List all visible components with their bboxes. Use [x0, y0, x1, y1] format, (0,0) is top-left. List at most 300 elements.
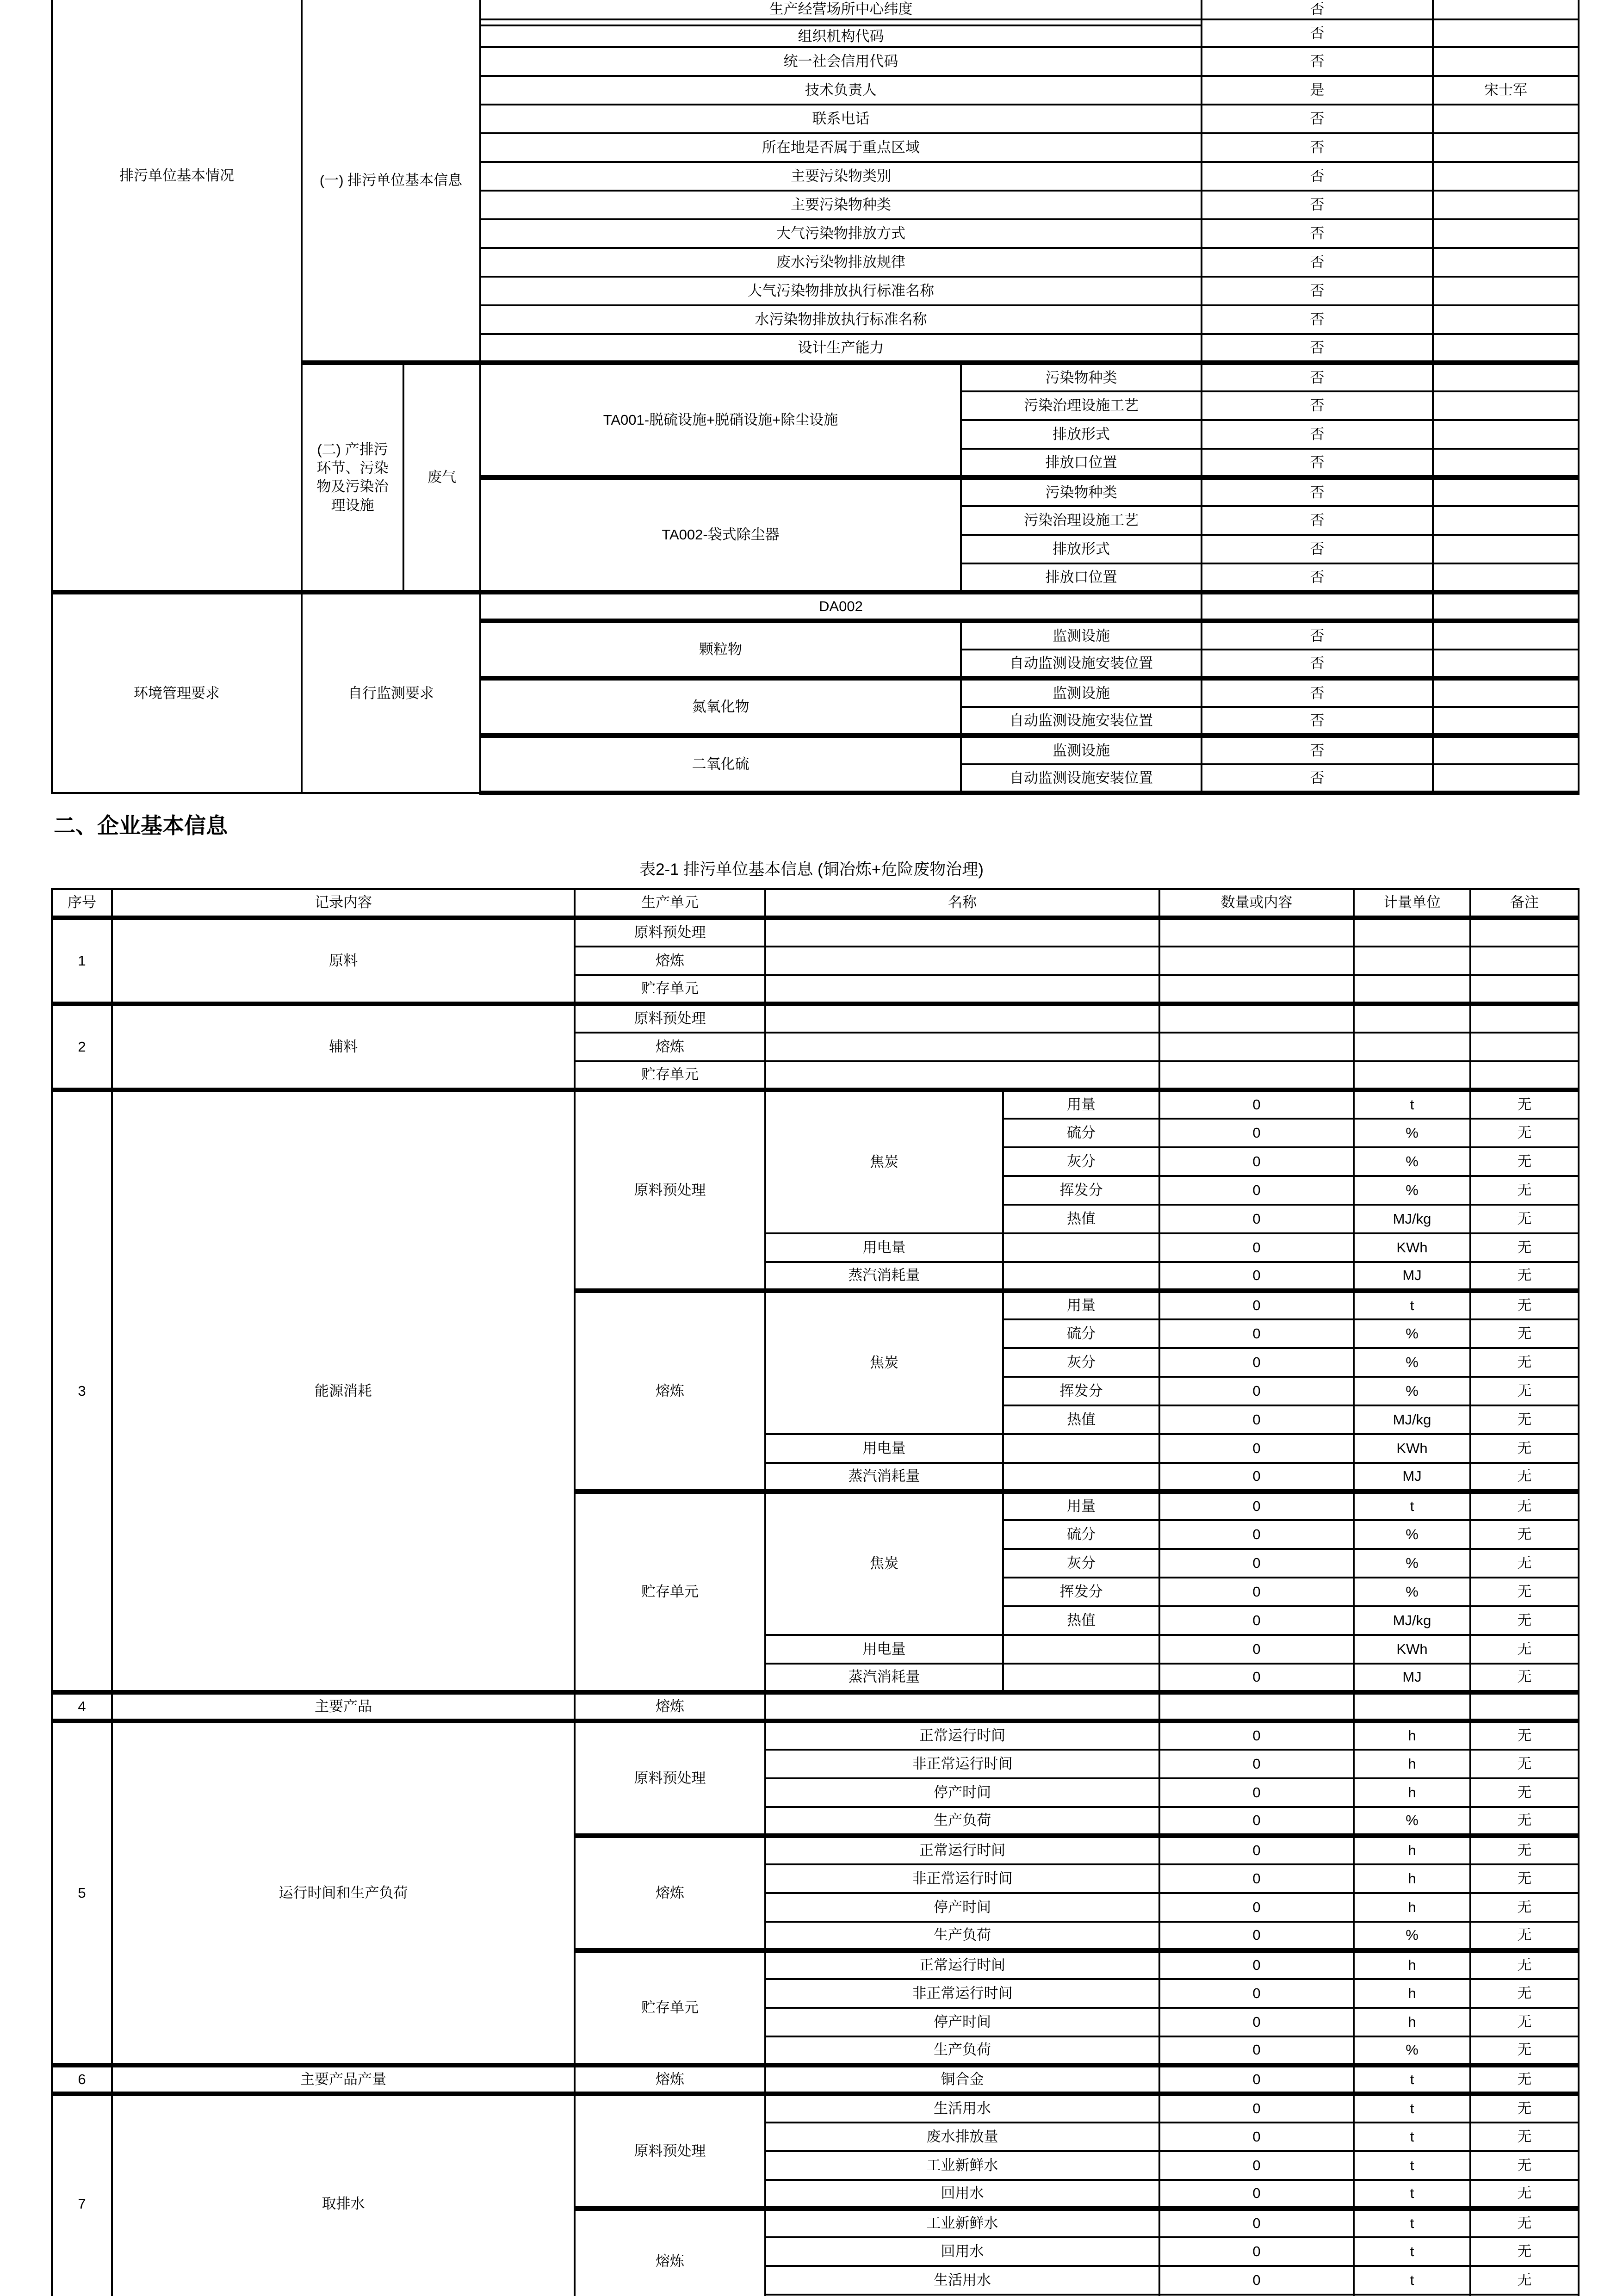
remark-cell: [1433, 277, 1579, 305]
unit-cell: 熔炼: [575, 1033, 765, 1061]
value-cell: 否: [1202, 391, 1433, 420]
name-cell: 热值: [1003, 1606, 1159, 1635]
value-cell: 否: [1202, 506, 1433, 535]
row-label-cell: 污染治理设施工艺: [961, 391, 1202, 420]
qty-cell: [1159, 975, 1354, 1004]
row-label-cell: 排放口位置: [961, 563, 1202, 592]
value-cell: 否: [1202, 678, 1433, 707]
row-label-cell: 监测设施: [961, 621, 1202, 650]
name-cell: [765, 918, 1159, 947]
remark-cell: 无: [1470, 2151, 1579, 2180]
header-remark: 备注: [1470, 889, 1579, 918]
qty-cell: 0: [1159, 1463, 1354, 1491]
remark-cell: [1433, 19, 1579, 47]
measure-cell: t: [1354, 2266, 1470, 2295]
measure-cell: MJ: [1354, 1664, 1470, 1692]
remark-cell: [1433, 650, 1579, 678]
value-cell: 否: [1202, 449, 1433, 477]
measure-cell: %: [1354, 1348, 1470, 1377]
remark-cell: [1433, 133, 1579, 162]
remark-cell: [1433, 764, 1579, 793]
qty-cell: 0: [1159, 1664, 1354, 1692]
name-cell: 非正常运行时间: [765, 1864, 1159, 1893]
name-cell: 回用水: [765, 2180, 1159, 2209]
pollutant-label-cell: 氮氧化物: [480, 678, 961, 736]
measure-cell: MJ: [1354, 1463, 1470, 1491]
serial-cell: 3: [52, 1090, 112, 1692]
subsection-label-basic-info: (一) 排污单位基本信息: [302, 0, 480, 363]
value-cell: 否: [1202, 650, 1433, 678]
header-record-content: 记录内容: [112, 889, 575, 918]
measure-cell: %: [1354, 1520, 1470, 1549]
pollutant-label-cell: 二氧化硫: [480, 736, 961, 793]
name-cell: 生产负荷: [765, 1922, 1159, 1950]
name-cell: 蒸汽消耗量: [765, 1463, 1003, 1491]
qty-cell: 0: [1159, 1291, 1354, 1319]
permit-overview-table: [51, 0, 1580, 795]
qty-cell: 0: [1159, 2209, 1354, 2237]
name-cell: 用量: [1003, 1491, 1159, 1520]
serial-cell: 5: [52, 1721, 112, 2065]
remark-cell: 无: [1470, 1377, 1579, 1405]
measure-cell: [1354, 947, 1470, 975]
remark-cell: [1433, 449, 1579, 477]
name-cell: 非正常运行时间: [765, 1750, 1159, 1778]
section-label-basic-situation: [52, 0, 302, 592]
remark-cell: [1433, 477, 1579, 506]
remark-cell: 无: [1470, 2036, 1579, 2065]
unit-cell: 原料预处理: [575, 1090, 765, 1291]
row-label-cell: 所在地是否属于重点区域: [480, 133, 1202, 162]
table2-title: 表2-1 排污单位基本信息 (铜冶炼+危险废物治理): [639, 860, 984, 879]
qty-cell: [1159, 947, 1354, 975]
measure-cell: %: [1354, 1922, 1470, 1950]
remark-cell: [1433, 363, 1579, 391]
remark-cell: 无: [1470, 1778, 1579, 1807]
measure-cell: t: [1354, 2094, 1470, 2123]
row-label-cell: 排放形式: [961, 420, 1202, 449]
serial-cell: 2: [52, 1004, 112, 1090]
name-cell: 用电量: [765, 1233, 1003, 1262]
name-cell: 热值: [1003, 1205, 1159, 1233]
remark-cell: [1433, 334, 1579, 363]
name-cell: 灰分: [1003, 1348, 1159, 1377]
section-heading: 二、企业基本信息: [54, 813, 228, 838]
remark-cell: [1433, 248, 1579, 277]
remark-cell: 无: [1470, 2008, 1579, 2036]
measure-cell: h: [1354, 1979, 1470, 2008]
subsection-label-discharge: (二) 产排污环节、污染物及污染治理设施: [302, 363, 403, 592]
person-name-cell: 宋士军: [1433, 76, 1579, 105]
measure-cell: KWh: [1354, 1233, 1470, 1262]
remark-cell: [1433, 736, 1579, 764]
qty-cell: 0: [1159, 1119, 1354, 1147]
row-label-cell: 废水污染物排放规律: [480, 248, 1202, 277]
name-cell: 回用水: [765, 2237, 1159, 2266]
header-name: 名称: [765, 889, 1159, 918]
remark-cell: 无: [1470, 2237, 1579, 2266]
name-cell: [765, 947, 1159, 975]
value-cell: 否: [1202, 305, 1433, 334]
row-label-cell: 统一社会信用代码: [480, 47, 1202, 76]
name-sub-cell: [1003, 1233, 1159, 1262]
remark-cell: 无: [1470, 2180, 1579, 2209]
qty-cell: 0: [1159, 1635, 1354, 1664]
value-cell: 否: [1202, 191, 1433, 219]
header-serial: 序号: [52, 889, 112, 918]
name-cell: 工业新鲜水: [765, 2209, 1159, 2237]
serial-cell: 6: [52, 2065, 112, 2094]
value-cell: 否: [1202, 477, 1433, 506]
value-cell: 否: [1202, 736, 1433, 764]
measure-cell: h: [1354, 1864, 1470, 1893]
qty-cell: 0: [1159, 1377, 1354, 1405]
name-cell: 生产负荷: [765, 1807, 1159, 1836]
remark-cell: [1433, 535, 1579, 563]
qty-cell: 0: [1159, 1434, 1354, 1463]
name-cell: 灰分: [1003, 1549, 1159, 1578]
unit-cell: 熔炼: [575, 2209, 765, 2296]
remark-cell: [1433, 162, 1579, 191]
measure-cell: MJ/kg: [1354, 1205, 1470, 1233]
qty-cell: 0: [1159, 1176, 1354, 1205]
name-cell: 停产时间: [765, 1778, 1159, 1807]
row-label-cell: 大气污染物排放执行标准名称: [480, 277, 1202, 305]
remark-cell: 无: [1470, 1836, 1579, 1864]
unit-cell: 熔炼: [575, 1692, 765, 1721]
row-label-cell: 主要污染物种类: [480, 191, 1202, 219]
row-label-cell: 水污染物排放执行标准名称: [480, 305, 1202, 334]
value-cell: 否: [1202, 19, 1433, 47]
remark-cell: 无: [1470, 1262, 1579, 1291]
record-label-cell: 辅料: [112, 1004, 575, 1090]
remark-cell: 无: [1470, 1176, 1579, 1205]
outlet-da002-cell: DA002: [480, 592, 1202, 621]
name-cell: [765, 1692, 1159, 1721]
name-sub-cell: [1003, 1664, 1159, 1692]
measure-cell: t: [1354, 2180, 1470, 2209]
material-cell: 焦炭: [765, 1491, 1003, 1635]
value-cell: 否: [1202, 621, 1433, 650]
remark-cell: [1433, 506, 1579, 535]
name-sub-cell: [1003, 1262, 1159, 1291]
qty-cell: 0: [1159, 1319, 1354, 1348]
measure-cell: h: [1354, 1836, 1470, 1864]
subsection-label-self-monitoring: 自行监测要求: [302, 592, 480, 793]
measure-cell: MJ/kg: [1354, 1405, 1470, 1434]
row-label-cell: 技术负责人: [480, 76, 1202, 105]
measure-cell: [1354, 1033, 1470, 1061]
name-cell: 用量: [1003, 1090, 1159, 1119]
remark-cell: [1470, 1692, 1579, 1721]
remark-cell: 无: [1470, 2209, 1579, 2237]
name-cell: 蒸汽消耗量: [765, 1664, 1003, 1692]
serial-cell: 4: [52, 1692, 112, 1721]
remark-cell: [1433, 105, 1579, 133]
unit-cell: 熔炼: [575, 1836, 765, 1950]
name-cell: 硫分: [1003, 1119, 1159, 1147]
measure-cell: h: [1354, 1893, 1470, 1922]
section-label-env-management: 环境管理要求: [52, 592, 302, 793]
value-cell: 否: [1202, 248, 1433, 277]
value-cell: 否: [1202, 105, 1433, 133]
remark-cell: [1433, 563, 1579, 592]
value-cell: 否: [1202, 277, 1433, 305]
name-cell: 硫分: [1003, 1319, 1159, 1348]
measure-cell: %: [1354, 2036, 1470, 2065]
value-cell: 否: [1202, 707, 1433, 736]
remark-cell: [1433, 621, 1579, 650]
remark-cell: [1470, 947, 1579, 975]
name-cell: 硫分: [1003, 1520, 1159, 1549]
record-label-cell: 主要产品产量: [112, 2065, 575, 2094]
row-label-cell: 组织机构代码: [480, 25, 1202, 47]
row-label-cell: 联系电话: [480, 105, 1202, 133]
name-cell: 正常运行时间: [765, 1721, 1159, 1750]
qty-cell: 0: [1159, 1950, 1354, 1979]
measure-cell: t: [1354, 2065, 1470, 2094]
measure-cell: t: [1354, 2237, 1470, 2266]
measure-cell: t: [1354, 2123, 1470, 2151]
qty-cell: 0: [1159, 1491, 1354, 1520]
row-label-cell: 生产经营场所中心纬度: [480, 0, 1202, 19]
name-sub-cell: [1003, 1635, 1159, 1664]
qty-cell: 0: [1159, 2180, 1354, 2209]
value-cell: 否: [1202, 535, 1433, 563]
remark-cell: [1433, 707, 1579, 736]
row-label-cell: 监测设施: [961, 678, 1202, 707]
qty-cell: 0: [1159, 1979, 1354, 2008]
remark-cell: 无: [1470, 1606, 1579, 1635]
name-cell: [765, 1033, 1159, 1061]
remark-cell: [1470, 918, 1579, 947]
pollutant-label-cell: 颗粒物: [480, 621, 961, 678]
serial-cell: 7: [52, 2094, 112, 2296]
value-cell: [1202, 592, 1433, 621]
measure-cell: %: [1354, 1147, 1470, 1176]
measure-cell: %: [1354, 1377, 1470, 1405]
remark-cell: 无: [1470, 1578, 1579, 1606]
measure-cell: [1354, 918, 1470, 947]
qty-cell: [1159, 1033, 1354, 1061]
measure-cell: %: [1354, 1319, 1470, 1348]
qty-cell: 0: [1159, 1578, 1354, 1606]
facility-ta002-cell: TA002-袋式除尘器: [480, 477, 961, 592]
name-cell: 挥发分: [1003, 1377, 1159, 1405]
name-cell: 正常运行时间: [765, 1836, 1159, 1864]
empty-narrow-cell: [480, 19, 1202, 25]
record-label-cell: 取排水: [112, 2094, 575, 2296]
unit-cell: 原料预处理: [575, 1721, 765, 1836]
qty-cell: 0: [1159, 1205, 1354, 1233]
measure-cell: KWh: [1354, 1635, 1470, 1664]
record-label-cell: 能源消耗: [112, 1090, 575, 1692]
row-label-cell: 排放形式: [961, 535, 1202, 563]
remark-cell: [1433, 678, 1579, 707]
measure-cell: t: [1354, 2209, 1470, 2237]
measure-cell: t: [1354, 1291, 1470, 1319]
qty-cell: 0: [1159, 1262, 1354, 1291]
remark-cell: 无: [1470, 2266, 1579, 2295]
remark-cell: 无: [1470, 1520, 1579, 1549]
qty-cell: 0: [1159, 2151, 1354, 2180]
value-cell: 否: [1202, 563, 1433, 592]
name-cell: 灰分: [1003, 1147, 1159, 1176]
remark-cell: 无: [1470, 1807, 1579, 1836]
measure-cell: t: [1354, 1491, 1470, 1520]
remark-cell: [1433, 47, 1579, 76]
qty-cell: 0: [1159, 1778, 1354, 1807]
name-cell: 非正常运行时间: [765, 1979, 1159, 2008]
qty-cell: 0: [1159, 1348, 1354, 1377]
name-cell: 蒸汽消耗量: [765, 1262, 1003, 1291]
remark-cell: 无: [1470, 1491, 1579, 1520]
name-cell: [765, 1004, 1159, 1033]
row-label-cell: 自动监测设施安装位置: [961, 764, 1202, 793]
qty-cell: [1159, 1004, 1354, 1033]
qty-cell: 0: [1159, 1405, 1354, 1434]
record-label-cell: 主要产品: [112, 1692, 575, 1721]
remark-cell: [1433, 420, 1579, 449]
qty-cell: 0: [1159, 1520, 1354, 1549]
value-cell: 是: [1202, 76, 1433, 105]
unit-cell: 贮存单元: [575, 1491, 765, 1692]
name-cell: 铜合金: [765, 2065, 1159, 2094]
measure-cell: %: [1354, 1578, 1470, 1606]
row-label-cell: 自动监测设施安装位置: [961, 650, 1202, 678]
name-cell: 用电量: [765, 1434, 1003, 1463]
row-label-cell: 主要污染物类别: [480, 162, 1202, 191]
remark-cell: 无: [1470, 1950, 1579, 1979]
qty-cell: 0: [1159, 1922, 1354, 1950]
qty-cell: 0: [1159, 1606, 1354, 1635]
row-label-cell: 污染物种类: [961, 363, 1202, 391]
remark-cell: [1433, 191, 1579, 219]
unit-cell: 熔炼: [575, 2065, 765, 2094]
name-sub-cell: [1003, 1434, 1159, 1463]
measure-cell: %: [1354, 1549, 1470, 1578]
remark-cell: [1433, 592, 1579, 621]
qty-cell: 0: [1159, 1750, 1354, 1778]
unit-cell: 原料预处理: [575, 1004, 765, 1033]
name-cell: [765, 1061, 1159, 1090]
qty-cell: 0: [1159, 1147, 1354, 1176]
remark-cell: [1470, 975, 1579, 1004]
name-cell: 生活用水: [765, 2266, 1159, 2295]
remark-cell: [1470, 1033, 1579, 1061]
remark-cell: 无: [1470, 1893, 1579, 1922]
measure-cell: [1354, 1004, 1470, 1033]
row-label-cell: 设计生产能力: [480, 334, 1202, 363]
measure-cell: h: [1354, 1750, 1470, 1778]
measure-cell: MJ: [1354, 1262, 1470, 1291]
qty-cell: 0: [1159, 2123, 1354, 2151]
measure-cell: [1354, 1061, 1470, 1090]
remark-cell: 无: [1470, 1348, 1579, 1377]
qty-cell: 0: [1159, 1090, 1354, 1119]
remark-cell: 无: [1470, 1233, 1579, 1262]
header-quantity: 数量或内容: [1159, 889, 1354, 918]
name-cell: 生产负荷: [765, 2036, 1159, 2065]
qty-cell: 0: [1159, 2094, 1354, 2123]
measure-cell: %: [1354, 1807, 1470, 1836]
remark-cell: 无: [1470, 1090, 1579, 1119]
qty-cell: 0: [1159, 2266, 1354, 2295]
measure-cell: t: [1354, 2151, 1470, 2180]
remark-cell: 无: [1470, 1291, 1579, 1319]
measure-cell: %: [1354, 1119, 1470, 1147]
name-cell: 正常运行时间: [765, 1950, 1159, 1979]
unit-cell: 原料预处理: [575, 2094, 765, 2209]
remark-cell: 无: [1470, 2065, 1579, 2094]
measure-cell: h: [1354, 1721, 1470, 1750]
qty-cell: 0: [1159, 1807, 1354, 1836]
qty-cell: 0: [1159, 2237, 1354, 2266]
remark-cell: [1433, 391, 1579, 420]
row-label-cell: 污染治理设施工艺: [961, 506, 1202, 535]
remark-cell: 无: [1470, 1549, 1579, 1578]
value-cell: 否: [1202, 420, 1433, 449]
header-production-unit: 生产单元: [575, 889, 765, 918]
value-cell: 否: [1202, 133, 1433, 162]
name-cell: [765, 975, 1159, 1004]
measure-cell: t: [1354, 1090, 1470, 1119]
remark-cell: 无: [1470, 1147, 1579, 1176]
media-label-waste-gas: 废气: [403, 363, 480, 592]
name-cell: 用量: [1003, 1291, 1159, 1319]
name-cell: 挥发分: [1003, 1578, 1159, 1606]
name-cell: 废水排放量: [765, 2123, 1159, 2151]
value-cell: 否: [1202, 363, 1433, 391]
remark-cell: [1470, 1061, 1579, 1090]
name-cell: 挥发分: [1003, 1176, 1159, 1205]
record-label-cell: 原料: [112, 918, 575, 1004]
material-cell: 焦炭: [765, 1291, 1003, 1434]
measure-cell: h: [1354, 1950, 1470, 1979]
name-cell: 生活用水: [765, 2094, 1159, 2123]
row-label-cell: 监测设施: [961, 736, 1202, 764]
measure-cell: %: [1354, 1176, 1470, 1205]
remark-cell: 无: [1470, 1721, 1579, 1750]
unit-cell: 贮存单元: [575, 1950, 765, 2065]
section-label-text: 排污单位基本情况: [119, 167, 234, 184]
measure-cell: KWh: [1354, 1434, 1470, 1463]
qty-cell: 0: [1159, 1836, 1354, 1864]
serial-cell: 1: [52, 918, 112, 1004]
remark-cell: 无: [1470, 2094, 1579, 2123]
unit-cell: 熔炼: [575, 1291, 765, 1491]
qty-cell: [1159, 918, 1354, 947]
value-cell: 否: [1202, 219, 1433, 248]
qty-cell: 0: [1159, 1549, 1354, 1578]
remark-cell: [1433, 0, 1579, 19]
remark-cell: 无: [1470, 1319, 1579, 1348]
basic-info-table: [51, 888, 1580, 2296]
measure-cell: MJ/kg: [1354, 1606, 1470, 1635]
name-cell: 用电量: [765, 1635, 1003, 1664]
name-cell: 工业新鲜水: [765, 2151, 1159, 2180]
material-cell: 焦炭: [765, 1090, 1003, 1233]
unit-cell: 贮存单元: [575, 975, 765, 1004]
unit-cell: 熔炼: [575, 947, 765, 975]
remark-cell: 无: [1470, 1205, 1579, 1233]
qty-cell: 0: [1159, 1721, 1354, 1750]
qty-cell: 0: [1159, 2065, 1354, 2094]
unit-cell: 原料预处理: [575, 918, 765, 947]
header-unit: 计量单位: [1354, 889, 1470, 918]
qty-cell: 0: [1159, 2036, 1354, 2065]
measure-cell: [1354, 1692, 1470, 1721]
